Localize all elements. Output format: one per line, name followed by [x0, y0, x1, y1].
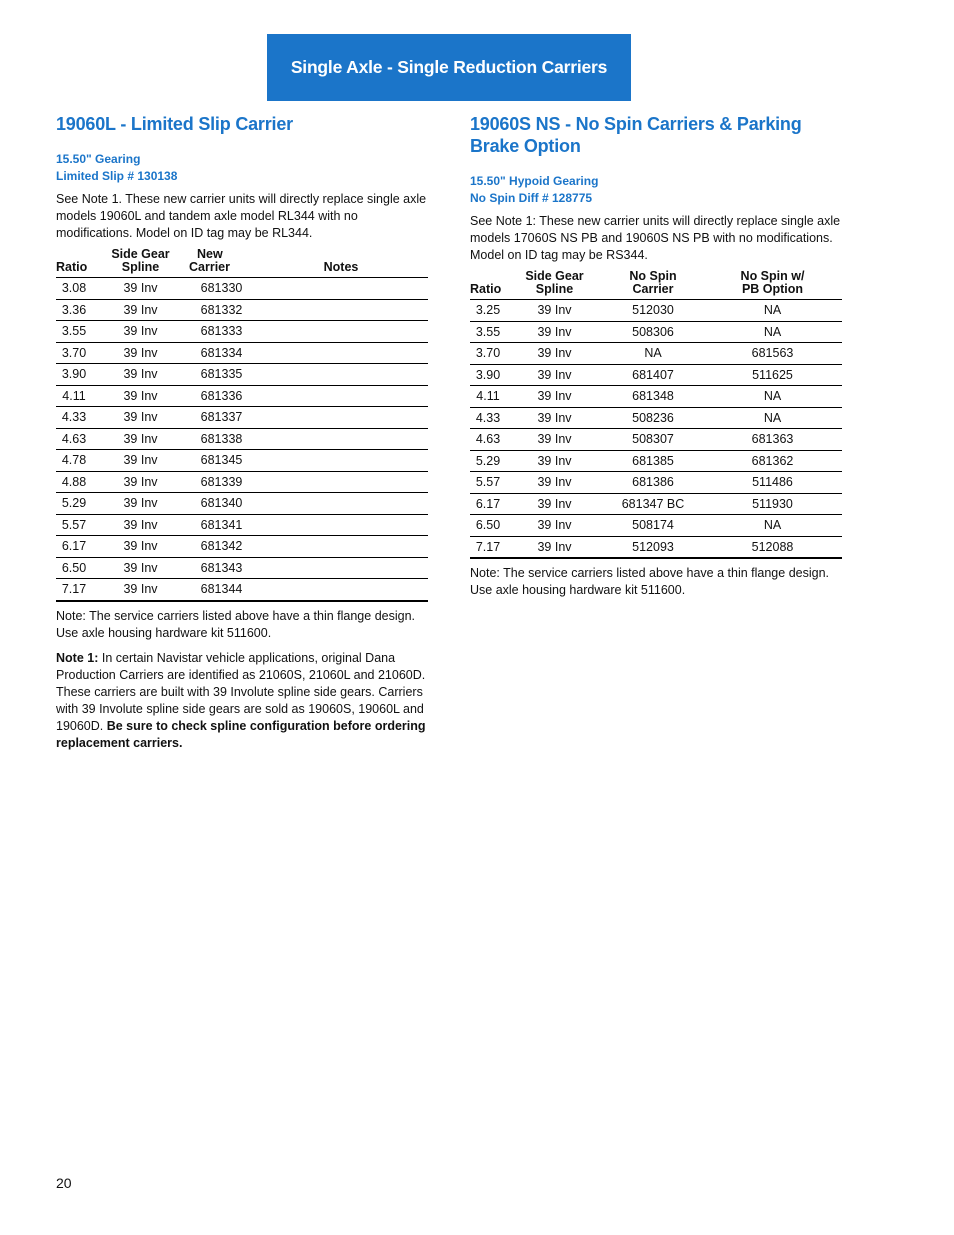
cell-ratio: 6.17: [56, 536, 92, 558]
no-spin-section: [470, 113, 842, 599]
cell-ratio: 4.33: [56, 407, 92, 429]
cell-spline: 39 Inv: [92, 493, 189, 515]
table-row: [56, 557, 428, 579]
cell-ratio: 4.33: [470, 407, 506, 429]
cell-ratio: 3.90: [56, 364, 92, 386]
cell-spline: 39 Inv: [92, 407, 189, 429]
cell-spline: 39 Inv: [92, 557, 189, 579]
note-1: [56, 650, 428, 752]
section-subtitle: [56, 151, 428, 185]
section-banner: Single Axle - Single Reduction Carriers: [267, 34, 631, 101]
cell-ratio: 3.90: [470, 364, 506, 386]
cell-carrier: 508174: [603, 515, 703, 537]
cell-pb-option: 681362: [703, 450, 842, 472]
cell-notes: [254, 321, 428, 343]
table-row: [56, 385, 428, 407]
cell-spline: 39 Inv: [92, 342, 189, 364]
cell-spline: 39 Inv: [506, 300, 603, 322]
cell-pb-option: NA: [703, 321, 842, 343]
diff-part-label: No Spin Diff # 128775: [470, 191, 593, 205]
cell-ratio: 4.63: [56, 428, 92, 450]
cell-spline: 39 Inv: [92, 514, 189, 536]
table-header-row: [470, 270, 842, 300]
table-body: [56, 278, 428, 601]
cell-ratio: 5.57: [470, 472, 506, 494]
table-row: [56, 450, 428, 472]
cell-ratio: 5.29: [56, 493, 92, 515]
cell-carrier: 681348: [603, 386, 703, 408]
cell-carrier: 681342: [189, 536, 254, 558]
cell-ratio: 6.50: [470, 515, 506, 537]
cell-carrier: 508306: [603, 321, 703, 343]
section-title: 19060L - Limited Slip Carrier: [56, 114, 293, 134]
table-header-row: [56, 248, 428, 278]
cell-carrier: 681341: [189, 514, 254, 536]
table-row: [470, 472, 842, 494]
cell-spline: 39 Inv: [92, 428, 189, 450]
table-row: [56, 278, 428, 300]
table-row: [470, 450, 842, 472]
cell-carrier: 681339: [189, 471, 254, 493]
cell-ratio: 7.17: [56, 579, 92, 601]
table-row: [56, 428, 428, 450]
cell-carrier: 681334: [189, 342, 254, 364]
cell-carrier: 681385: [603, 450, 703, 472]
cell-spline: 39 Inv: [506, 343, 603, 365]
cell-ratio: 4.11: [56, 385, 92, 407]
cell-spline: 39 Inv: [506, 450, 603, 472]
cell-notes: [254, 342, 428, 364]
cell-ratio: 4.78: [56, 450, 92, 472]
cell-spline: 39 Inv: [92, 364, 189, 386]
cell-ratio: 4.63: [470, 429, 506, 451]
cell-notes: [254, 278, 428, 300]
cell-ratio: 5.57: [56, 514, 92, 536]
footnote: Note: The service carriers listed above have a thin flange design. Use axle housing hardware kit 511600.: [56, 608, 415, 640]
intro-text: See Note 1: These new carrier units will directly replace single axle models 17060S NS PB and 19060S NS PB with no modifications. Model on ID tag may be RS344.: [470, 214, 841, 262]
section-title: 19060S NS - No Spin Carriers & Parking Brake Option: [470, 114, 802, 156]
limited-slip-section: [56, 113, 428, 752]
cell-notes: [254, 557, 428, 579]
cell-notes: [254, 471, 428, 493]
cell-carrier: NA: [603, 343, 703, 365]
cell-carrier: 681343: [189, 557, 254, 579]
cell-carrier: 681333: [189, 321, 254, 343]
header-ratio: Ratio: [470, 270, 506, 300]
table-row: [56, 471, 428, 493]
cell-spline: 39 Inv: [506, 386, 603, 408]
cell-carrier: 681386: [603, 472, 703, 494]
section-subtitle: [470, 173, 842, 207]
cell-pb-option: 511930: [703, 493, 842, 515]
table-row: [470, 536, 842, 558]
footnote: Note: The service carriers listed above have a thin flange design. Use axle housing hardware kit 511600.: [470, 566, 829, 597]
header-carrier: No Spin Carrier: [603, 270, 703, 300]
cell-spline: 39 Inv: [506, 472, 603, 494]
cell-spline: 39 Inv: [92, 278, 189, 300]
cell-notes: [254, 450, 428, 472]
cell-spline: 39 Inv: [506, 321, 603, 343]
cell-notes: [254, 299, 428, 321]
cell-ratio: 3.55: [470, 321, 506, 343]
cell-ratio: 7.17: [470, 536, 506, 558]
cell-ratio: 6.50: [56, 557, 92, 579]
cell-notes: [254, 407, 428, 429]
table-row: [470, 321, 842, 343]
cell-spline: 39 Inv: [506, 429, 603, 451]
carrier-table: [470, 270, 842, 559]
cell-ratio: 4.11: [470, 386, 506, 408]
note-1-label: Note 1:: [56, 650, 99, 665]
cell-notes: [254, 385, 428, 407]
cell-carrier: 681338: [189, 428, 254, 450]
cell-carrier: 512093: [603, 536, 703, 558]
cell-notes: [254, 514, 428, 536]
table-row: [56, 321, 428, 343]
cell-carrier: 681344: [189, 579, 254, 601]
cell-notes: [254, 364, 428, 386]
cell-ratio: 3.70: [56, 342, 92, 364]
cell-spline: 39 Inv: [506, 493, 603, 515]
header-pb-option: No Spin w/ PB Option: [703, 270, 842, 300]
intro-text: See Note 1. These new carrier units will directly replace single axle models 19060L and tandem axle model RL344 with no modifications. Model on ID tag may be RL344.: [56, 192, 427, 240]
table-row: [470, 343, 842, 365]
table-row: [56, 536, 428, 558]
cell-ratio: 5.29: [470, 450, 506, 472]
cell-spline: 39 Inv: [506, 364, 603, 386]
table-row: [56, 514, 428, 536]
cell-pb-option: 511486: [703, 472, 842, 494]
cell-notes: [254, 579, 428, 601]
cell-carrier: 681407: [603, 364, 703, 386]
cell-carrier: 681340: [189, 493, 254, 515]
cell-carrier: 681345: [189, 450, 254, 472]
header-notes: Notes: [254, 248, 428, 278]
cell-spline: 39 Inv: [92, 579, 189, 601]
table-body: [470, 300, 842, 559]
gearing-label: 15.50" Hypoid Gearing: [470, 174, 599, 188]
cell-spline: 39 Inv: [92, 299, 189, 321]
cell-spline: 39 Inv: [92, 385, 189, 407]
cell-ratio: 3.55: [56, 321, 92, 343]
table-row: [470, 364, 842, 386]
cell-notes: [254, 493, 428, 515]
gearing-label: 15.50" Gearing: [56, 152, 141, 166]
table-row: [56, 579, 428, 601]
cell-pb-option: NA: [703, 300, 842, 322]
cell-carrier: 512030: [603, 300, 703, 322]
cell-pb-option: 511625: [703, 364, 842, 386]
table-row: [470, 386, 842, 408]
cell-pb-option: 681363: [703, 429, 842, 451]
table-row: [56, 299, 428, 321]
diff-part-label: Limited Slip # 130138: [56, 169, 178, 183]
table-row: [470, 300, 842, 322]
cell-notes: [254, 428, 428, 450]
cell-carrier: 681337: [189, 407, 254, 429]
note-1-warning: Be sure to check spline configuration before ordering replacement carriers.: [56, 718, 426, 750]
cell-pb-option: 512088: [703, 536, 842, 558]
cell-ratio: 3.25: [470, 300, 506, 322]
cell-pb-option: NA: [703, 407, 842, 429]
header-carrier: New Carrier: [189, 248, 254, 278]
header-spline: Side Gear Spline: [92, 248, 189, 278]
cell-ratio: 3.08: [56, 278, 92, 300]
table-row: [56, 493, 428, 515]
cell-carrier: 681330: [189, 278, 254, 300]
cell-pb-option: NA: [703, 515, 842, 537]
page-number: 20: [56, 1175, 72, 1191]
table-row: [470, 515, 842, 537]
carrier-table: [56, 248, 428, 602]
header-ratio: Ratio: [56, 248, 92, 278]
cell-spline: 39 Inv: [92, 536, 189, 558]
cell-ratio: 4.88: [56, 471, 92, 493]
cell-carrier: 681336: [189, 385, 254, 407]
note-1-text: In certain Navistar vehicle applications, original Dana Production Carriers are identified as 21060S, 21060L and 21060D. These carriers are built with 39 Involute spline side gears. Carriers with 39 Involute spline side gears are sold as 19060S, 19060L and 19060D.: [56, 650, 426, 733]
cell-ratio: 6.17: [470, 493, 506, 515]
cell-ratio: 3.36: [56, 299, 92, 321]
cell-pb-option: NA: [703, 386, 842, 408]
table-row: [470, 407, 842, 429]
header-spline: Side Gear Spline: [506, 270, 603, 300]
cell-spline: 39 Inv: [506, 407, 603, 429]
table-row: [470, 429, 842, 451]
cell-spline: 39 Inv: [506, 515, 603, 537]
table-row: [56, 364, 428, 386]
cell-spline: 39 Inv: [92, 471, 189, 493]
cell-carrier: 508307: [603, 429, 703, 451]
cell-notes: [254, 536, 428, 558]
cell-ratio: 3.70: [470, 343, 506, 365]
cell-carrier: 681332: [189, 299, 254, 321]
cell-carrier: 508236: [603, 407, 703, 429]
cell-carrier: 681347 BC: [603, 493, 703, 515]
cell-pb-option: 681563: [703, 343, 842, 365]
table-row: [470, 493, 842, 515]
cell-carrier: 681335: [189, 364, 254, 386]
table-row: [56, 407, 428, 429]
table-row: [56, 342, 428, 364]
cell-spline: 39 Inv: [92, 450, 189, 472]
cell-spline: 39 Inv: [506, 536, 603, 558]
cell-spline: 39 Inv: [92, 321, 189, 343]
